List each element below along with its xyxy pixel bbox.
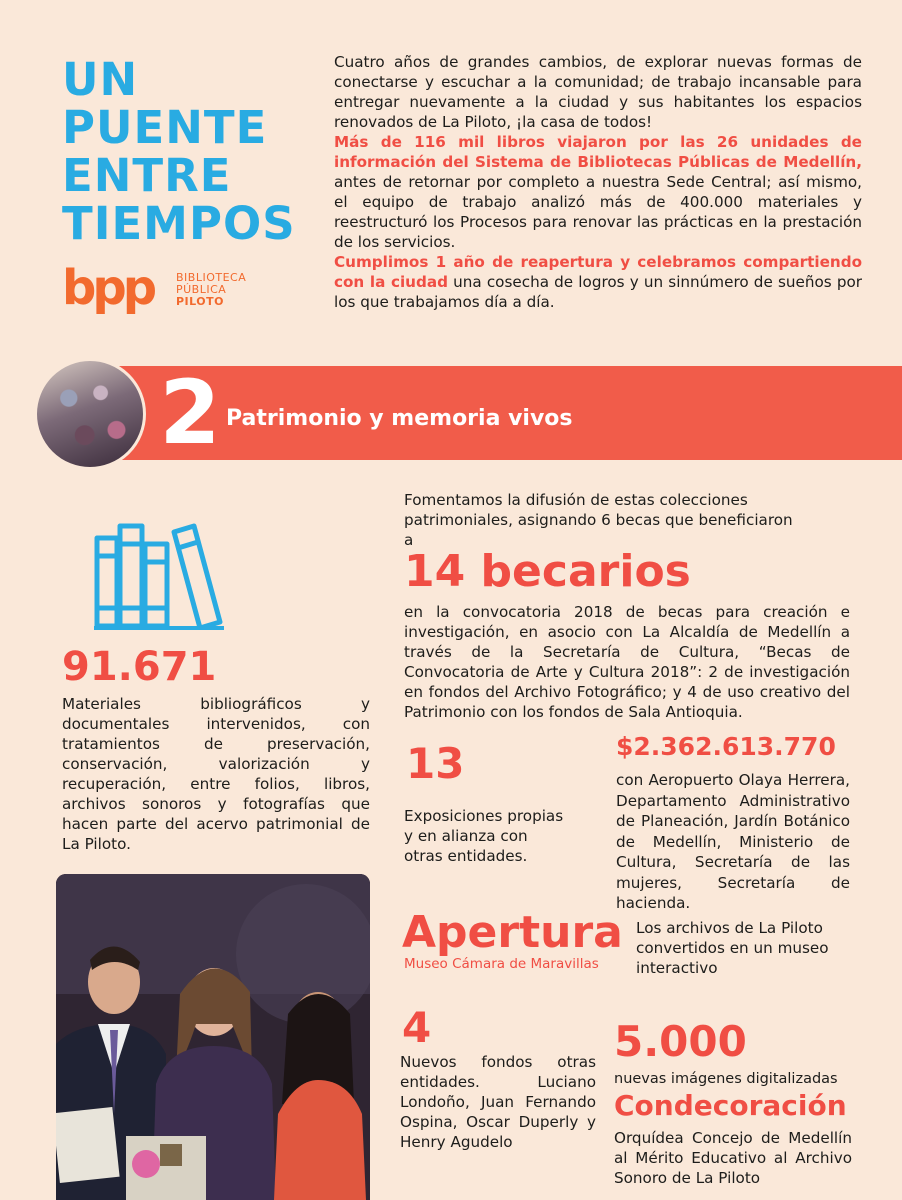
intro-paragraph — [334, 252, 862, 312]
title-line: TIEMPOS — [62, 197, 296, 250]
condecoracion-value: Condecoración — [614, 1089, 847, 1122]
page-title — [62, 53, 332, 250]
section-photo — [34, 358, 146, 470]
intro-text — [334, 52, 862, 312]
inversion-text: con Aeropuerto Olaya Herrera, Departamento Administrativo de Planeación, Jardín Botánico de Medellín, Ministerio de Cultura, Secretaría de las mujeres, Secretaría de hacienda. — [616, 771, 850, 912]
becas-intro: Fomentamos la difusión de estas colecciones patrimoniales, asignando 6 becas que beneficiaron a — [404, 491, 793, 549]
logo — [62, 262, 302, 318]
title-line: UN — [62, 53, 139, 106]
section-number: 2 — [159, 361, 221, 464]
becas-value: 14 becarios — [404, 546, 691, 597]
exposiciones-text: Exposiciones propias y en alianza con otras entidades. — [404, 807, 564, 865]
logo-text — [176, 272, 246, 308]
logo-mark: bpp — [62, 260, 154, 316]
title-line: ENTRE — [62, 149, 232, 202]
books-icon — [94, 518, 224, 630]
imagenes-value: 5.000 — [614, 1017, 747, 1066]
title-line: PUENTE — [62, 101, 268, 154]
apertura-text: Los archivos de La Piloto convertidos en un museo interactivo — [636, 919, 829, 977]
exposiciones-value: 13 — [406, 739, 465, 788]
intro-rest: una cosecha de logros y un sinnúmero de sueños por los que trabajamos día a día. — [334, 273, 862, 311]
becas-text: en la convocatoria 2018 de becas para creación e investigación, en asocio con La Alcaldía de Medellín a través de la Secretaría de Cultura, “Becas de Convocatoria de Arte y Cultura 2018”: 2 de investigación en fondos del Archivo Fotográfico; y 4 de uso creativo del Patrimonio con los fondos de Sala Antioquia. — [404, 603, 850, 721]
logo-line: BIBLIOTECA — [176, 271, 247, 284]
apertura-subtitle: Museo Cámara de Maravillas — [404, 956, 599, 972]
fondos-value: 4 — [402, 1003, 432, 1052]
award-photo — [56, 874, 370, 1200]
section-title: Patrimonio y memoria vivos — [226, 406, 573, 431]
materials-value: 91.671 — [62, 644, 217, 690]
intro-highlight: Cumplimos 1 año de reapertura y celebramos compartiendo con la ciudad — [334, 253, 862, 291]
intro-paragraph: Cuatro años de grandes cambios, de explorar nuevas formas de conectarse y escuchar a la comunidad; de trabajo incansable para entregar nuevamente a la ciudad y sus habitantes los espacios renovados de La Piloto, ¡la casa de todos! — [334, 53, 862, 131]
fondos-text: Nuevos fondos otras entidades. Luciano Londoño, Juan Fernando Ospina, Oscar Duperly y Henry Agudelo — [400, 1053, 596, 1151]
intro-highlight: Más de 116 mil libros viajaron por las 26 unidades de información del Sistema de Bibliotecas Públicas de Medellín, — [334, 133, 862, 171]
condecoracion-text: Orquídea Concejo de Medellín al Mérito Educativo al Archivo Sonoro de La Piloto — [614, 1129, 852, 1187]
intro-rest: antes de retornar por completo a nuestra Sede Central; así mismo, el equipo de trabajo analizó más de 400.000 materiales y reestructuró los Procesos para renovar las prácticas en la prestación de los servicios. — [334, 173, 862, 251]
inversion-value: $2.362.613.770 — [616, 732, 836, 761]
logo-line: PILOTO — [176, 295, 224, 308]
apertura-value: Apertura — [402, 907, 623, 958]
logo-line: PÚBLICA — [176, 283, 227, 296]
imagenes-text: nuevas imágenes digitalizadas — [614, 1071, 838, 1087]
intro-paragraph — [334, 132, 862, 252]
materials-text: Materiales bibliográficos y documentales intervenidos, con tratamientos de preservación, conservación, valorización y recuperación, entre folios, libros, archivos sonoros y fotografías que hacen parte del acervo patrimonial de La Piloto. — [62, 695, 370, 853]
